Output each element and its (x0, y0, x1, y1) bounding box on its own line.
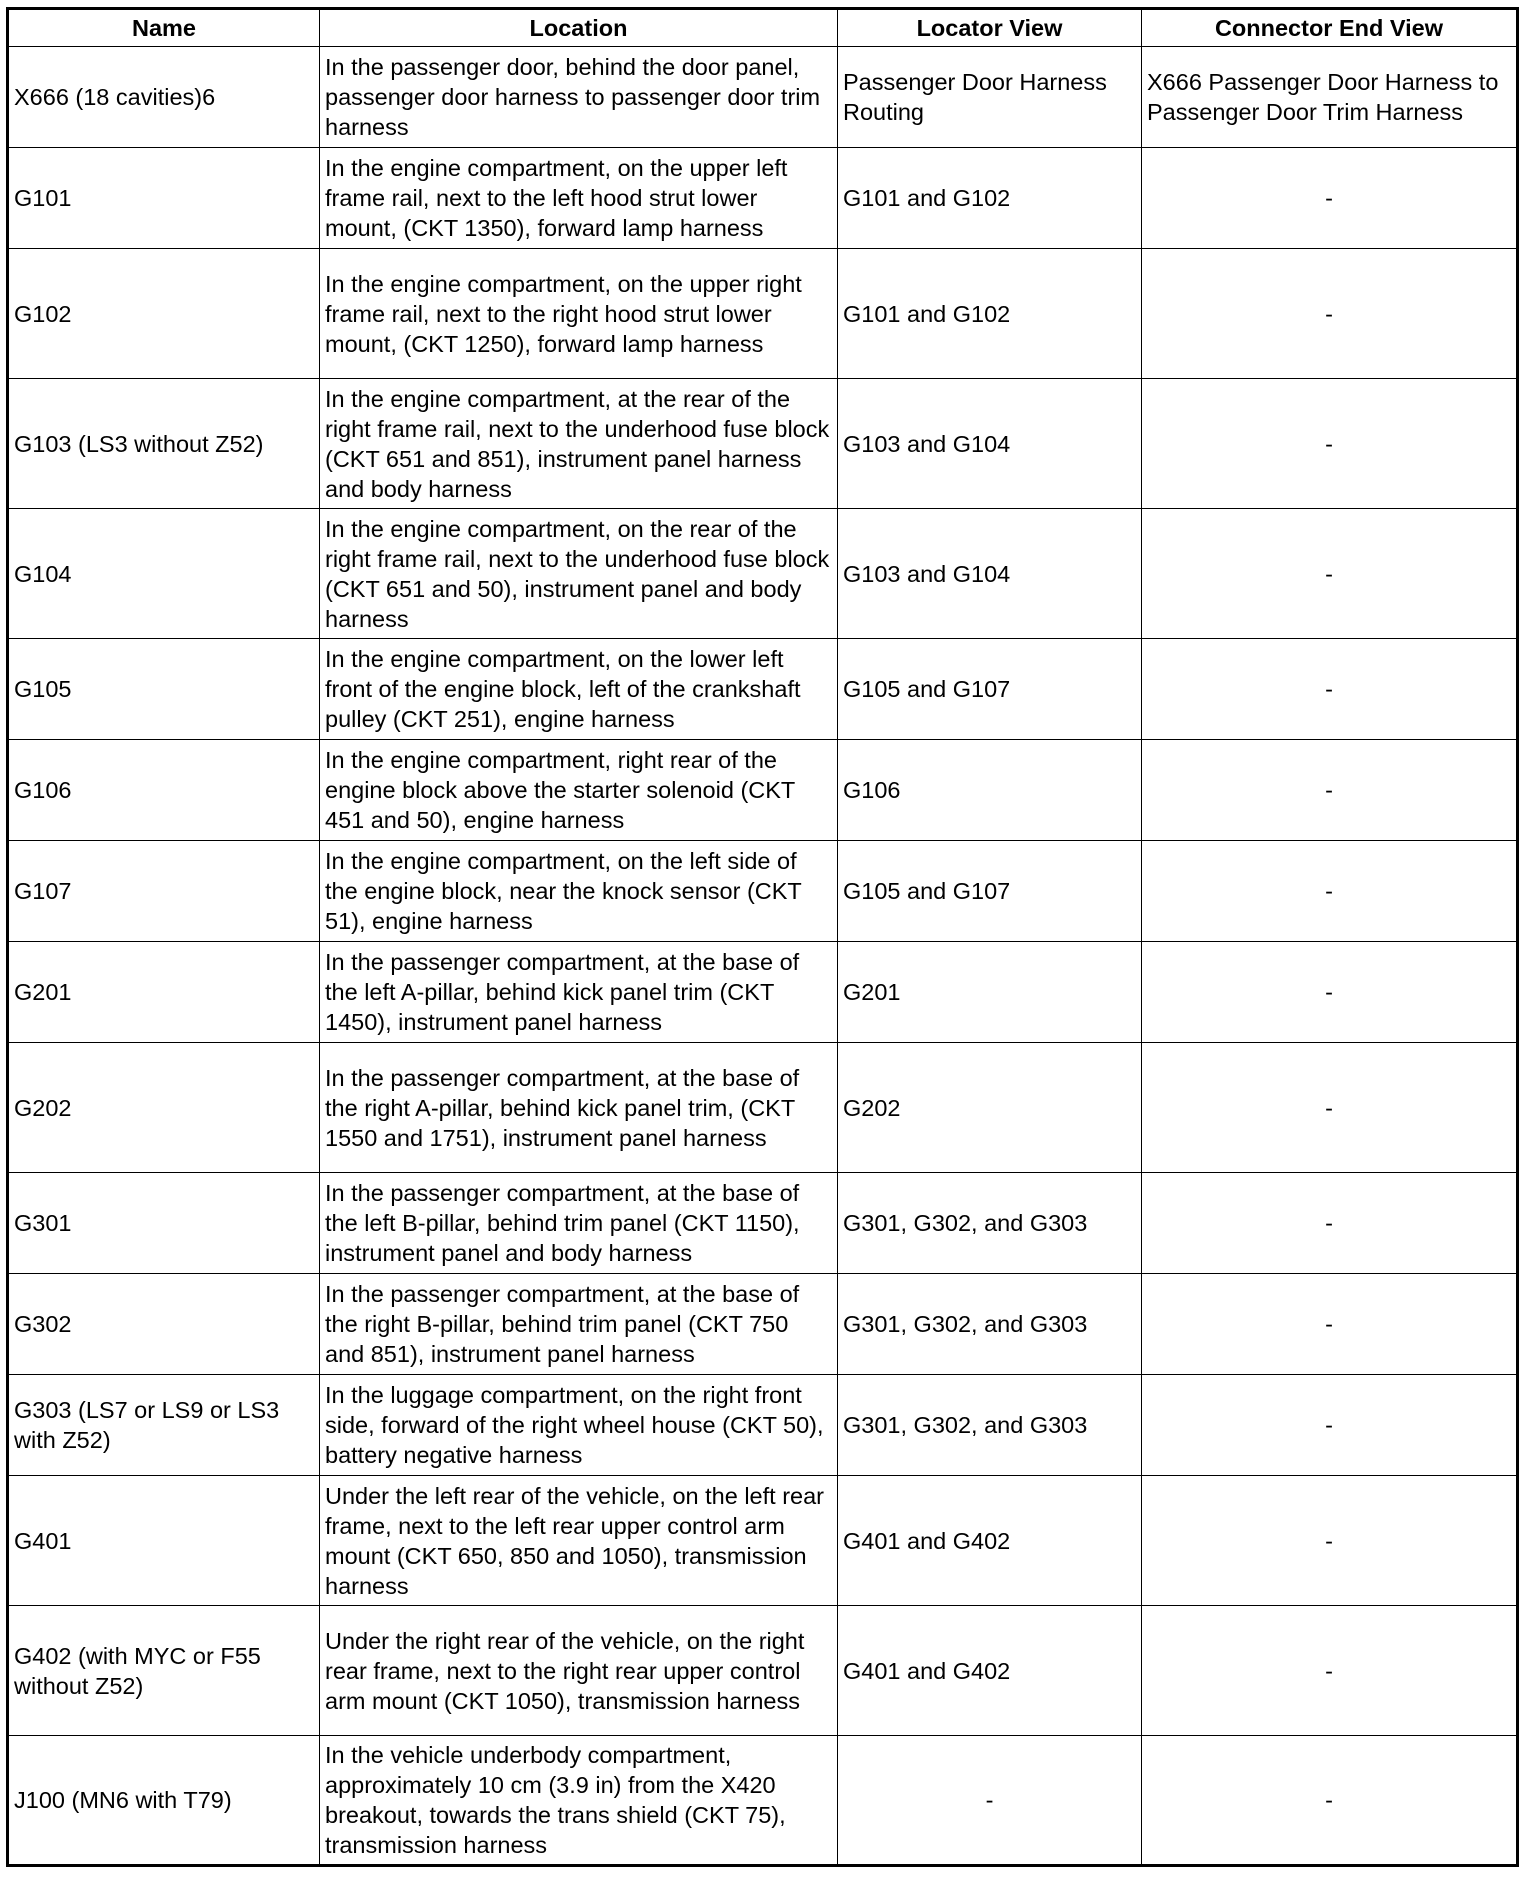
cell-locator-view: G101 and G102 (838, 148, 1142, 249)
cell-name: X666 (18 cavities)6 (8, 47, 320, 148)
cell-location: In the passenger compartment, at the base of the left A-pillar, behind kick panel trim (CKT 1450), instrument panel harness (320, 942, 838, 1043)
cell-name: G103 (LS3 without Z52) (8, 379, 320, 509)
cell-locator-view: G202 (838, 1043, 1142, 1173)
header-locator-view: Locator View (838, 9, 1142, 47)
harness-location-table (6, 7, 1519, 1867)
cell-location: In the engine compartment, on the upper left frame rail, next to the left hood strut lower mount, (CKT 1350), forward lamp harness (320, 148, 838, 249)
cell-name: J100 (MN6 with T79) (8, 1736, 320, 1866)
table-row (8, 1476, 1518, 1606)
cell-location: In the engine compartment, right rear of the engine block above the starter solenoid (CKT 451 and 50), engine harness (320, 740, 838, 841)
cell-locator-view: G201 (838, 942, 1142, 1043)
table-row (8, 1606, 1518, 1736)
cell-location: In the passenger door, behind the door panel, passenger door harness to passenger door trim harness (320, 47, 838, 148)
cell-name: G106 (8, 740, 320, 841)
cell-location: In the passenger compartment, at the base of the right A-pillar, behind kick panel trim, (CKT 1550 and 1751), instrument panel harness (320, 1043, 838, 1173)
cell-location: In the engine compartment, on the rear of the right frame rail, next to the underhood fuse block (CKT 651 and 50), instrument panel and body harness (320, 509, 838, 639)
cell-name: G303 (LS7 or LS9 or LS3 with Z52) (8, 1375, 320, 1476)
cell-location: In the vehicle underbody compartment, approximately 10 cm (3.9 in) from the X420 breakout, towards the trans shield (CKT 75), transmission harness (320, 1736, 838, 1866)
header-connector-end-view: Connector End View (1142, 9, 1518, 47)
cell-name: G105 (8, 639, 320, 740)
table-row (8, 639, 1518, 740)
cell-connector-end-view: - (1142, 841, 1518, 942)
table-row (8, 1375, 1518, 1476)
cell-locator-view: G106 (838, 740, 1142, 841)
cell-location: In the engine compartment, at the rear of the right frame rail, next to the underhood fuse block (CKT 651 and 851), instrument panel harness and body harness (320, 379, 838, 509)
table-header-row (8, 9, 1518, 47)
cell-locator-view: G101 and G102 (838, 249, 1142, 379)
cell-connector-end-view: - (1142, 509, 1518, 639)
cell-locator-view: G301, G302, and G303 (838, 1375, 1142, 1476)
cell-locator-view: G401 and G402 (838, 1606, 1142, 1736)
cell-connector-end-view: - (1142, 249, 1518, 379)
cell-connector-end-view: - (1142, 740, 1518, 841)
cell-location: In the passenger compartment, at the base of the right B-pillar, behind trim panel (CKT 750 and 851), instrument panel harness (320, 1274, 838, 1375)
cell-connector-end-view: - (1142, 1375, 1518, 1476)
cell-locator-view: G105 and G107 (838, 841, 1142, 942)
table-row (8, 942, 1518, 1043)
cell-name: G102 (8, 249, 320, 379)
cell-name: G101 (8, 148, 320, 249)
cell-connector-end-view: - (1142, 639, 1518, 740)
cell-connector-end-view: - (1142, 1274, 1518, 1375)
table-row (8, 249, 1518, 379)
cell-locator-view: G301, G302, and G303 (838, 1173, 1142, 1274)
header-location: Location (320, 9, 838, 47)
cell-locator-view: - (838, 1736, 1142, 1866)
cell-location: Under the right rear of the vehicle, on the right rear frame, next to the right rear upper control arm mount (CKT 1050), transmission harness (320, 1606, 838, 1736)
cell-name: G201 (8, 942, 320, 1043)
cell-locator-view: Passenger Door Harness Routing (838, 47, 1142, 148)
table-row (8, 379, 1518, 509)
cell-connector-end-view: X666 Passenger Door Harness to Passenger Door Trim Harness (1142, 47, 1518, 148)
cell-connector-end-view: - (1142, 148, 1518, 249)
cell-location: In the luggage compartment, on the right front side, forward of the right wheel house (CKT 50), battery negative harness (320, 1375, 838, 1476)
cell-name: G107 (8, 841, 320, 942)
cell-location: Under the left rear of the vehicle, on the left rear frame, next to the left rear upper control arm mount (CKT 650, 850 and 1050), transmission harness (320, 1476, 838, 1606)
table-row (8, 841, 1518, 942)
cell-connector-end-view: - (1142, 1173, 1518, 1274)
cell-connector-end-view: - (1142, 1043, 1518, 1173)
cell-name: G402 (with MYC or F55 without Z52) (8, 1606, 320, 1736)
table-row (8, 1736, 1518, 1866)
cell-connector-end-view: - (1142, 1606, 1518, 1736)
table-row (8, 509, 1518, 639)
cell-locator-view: G301, G302, and G303 (838, 1274, 1142, 1375)
cell-name: G104 (8, 509, 320, 639)
cell-locator-view: G103 and G104 (838, 379, 1142, 509)
cell-location: In the engine compartment, on the lower left front of the engine block, left of the crankshaft pulley (CKT 251), engine harness (320, 639, 838, 740)
cell-name: G202 (8, 1043, 320, 1173)
header-name: Name (8, 9, 320, 47)
cell-name: G401 (8, 1476, 320, 1606)
table-row (8, 148, 1518, 249)
table-row (8, 1274, 1518, 1375)
cell-locator-view: G401 and G402 (838, 1476, 1142, 1606)
cell-name: G301 (8, 1173, 320, 1274)
cell-locator-view: G103 and G104 (838, 509, 1142, 639)
cell-name: G302 (8, 1274, 320, 1375)
table-row (8, 47, 1518, 148)
table-row (8, 1043, 1518, 1173)
cell-connector-end-view: - (1142, 1476, 1518, 1606)
table-row (8, 740, 1518, 841)
cell-connector-end-view: - (1142, 942, 1518, 1043)
cell-connector-end-view: - (1142, 379, 1518, 509)
cell-connector-end-view: - (1142, 1736, 1518, 1866)
cell-locator-view: G105 and G107 (838, 639, 1142, 740)
table-body (8, 47, 1518, 1866)
table-row (8, 1173, 1518, 1274)
cell-location: In the engine compartment, on the left side of the engine block, near the knock sensor (CKT 51), engine harness (320, 841, 838, 942)
cell-location: In the passenger compartment, at the base of the left B-pillar, behind trim panel (CKT 1150), instrument panel and body harness (320, 1173, 838, 1274)
cell-location: In the engine compartment, on the upper right frame rail, next to the right hood strut lower mount, (CKT 1250), forward lamp harness (320, 249, 838, 379)
